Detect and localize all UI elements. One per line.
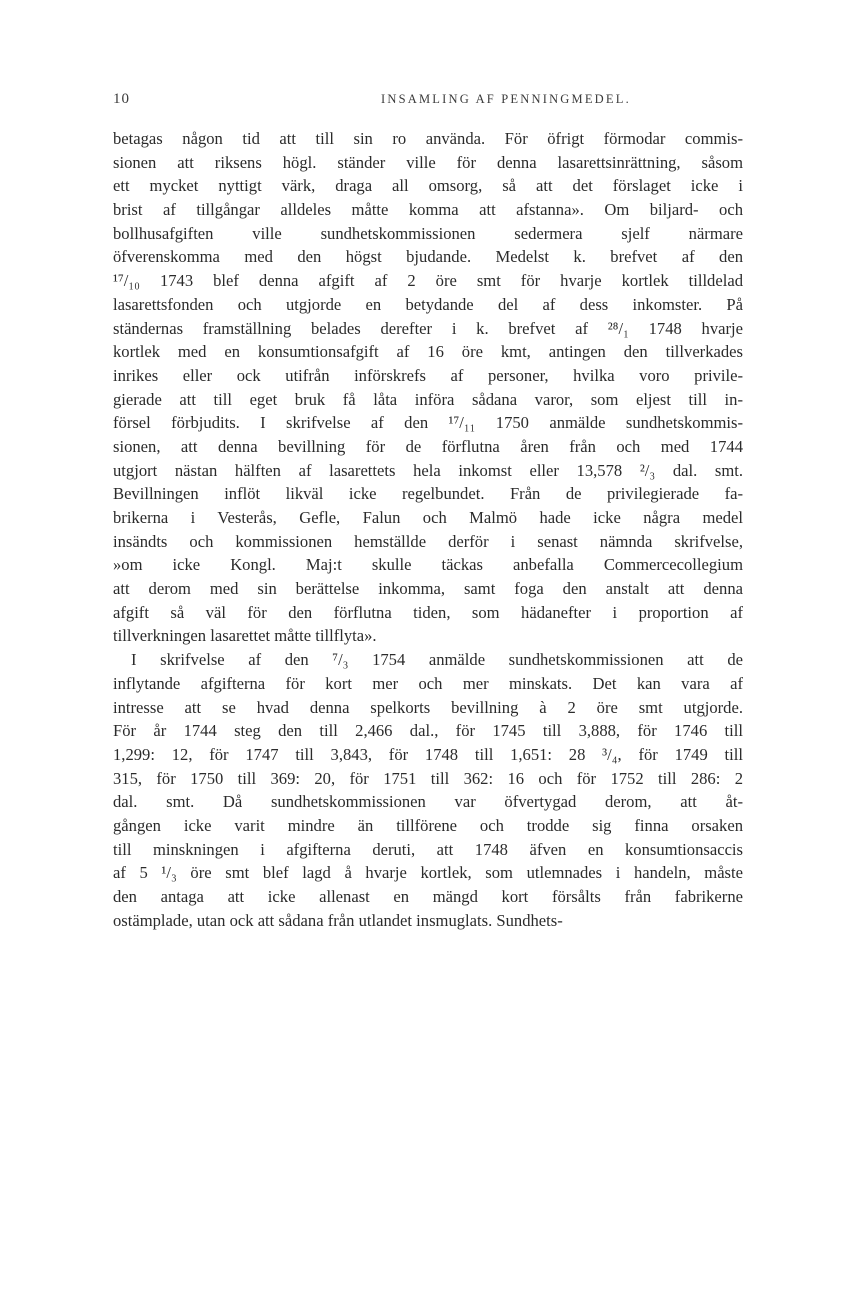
text-line: gången icke varit mindre än tillförene och trodde sig finna orsaken — [113, 815, 743, 835]
text-line: sionen att riksens högl. ständer ville för denna lasarettsinrättning, såsom — [113, 152, 743, 172]
text-line: lasarettsfonden och utgjorde en betydande del af dess inkomster. På — [113, 294, 743, 314]
page-header — [113, 91, 743, 113]
text-line: af 5 ¹/₃ öre smt blef lagd å hvarje kortlek, som utlemnades i handeln, måste — [113, 863, 743, 883]
text-line: den antaga att icke allenast en mängd kort försålts från fabrikerne — [113, 887, 743, 906]
text-line: inflytande afgifterna för kort mer och mer minskats. Det kan vara af — [113, 673, 743, 693]
text-line: »om icke Kongl. Maj:t skulle täckas anbefalla Commercecollegium — [113, 555, 743, 575]
text-line: I skrifvelse af den ⁷/₃ 1754 anmälde sundhetskommissionen att de — [131, 650, 743, 670]
text-line: 315, för 1750 till 369: 20, för 1751 till 362: 16 och för 1752 till 286: 2 — [113, 768, 743, 788]
text-line: kortlek med en konsumtionsafgift af 16 öre kmt, antingen den tillverkades — [113, 342, 743, 362]
text-line: bollhusafgiften ville sundhetskommissionen sedermera sjelf närmare — [113, 223, 743, 243]
text-line: insändts och kommissionen hemställde derför i senast nämnda skrifvelse, — [113, 531, 743, 551]
text-line: utgjort nästan hälften af lasarettets hela inkomst eller 13,578 ²/₃ dal. smt. — [113, 460, 743, 480]
text-line: att derom med sin berättelse inkomma, samt foga den anstalt att denna — [113, 579, 743, 599]
text-line: 1,299: 12, för 1747 till 3,843, för 1748 till 1,651: 28 ³/₄, för 1749 till — [113, 744, 743, 764]
text-line: försel förbjudits. I skrifvelse af den ¹⁷/₁₁ 1750 anmälde sundhetskommis- — [113, 413, 743, 433]
text-line: För år 1744 steg den till 2,466 dal., för 1745 till 3,888, för 1746 till — [113, 721, 743, 741]
text-line: inrikes eller ock utifrån införskrefs af personer, hvilka voro privile- — [113, 365, 743, 385]
text-line: tillverkningen lasarettet måtte tillflyta». — [113, 626, 377, 646]
page-number: 10 — [113, 91, 130, 107]
body-text — [113, 127, 743, 932]
text-line: brikerna i Vesterås, Gefle, Falun och Malmö hade icke några medel — [113, 508, 743, 527]
text-line: ett mycket nyttigt värk, draga all omsorg, så att det förslaget icke i — [113, 176, 743, 196]
text-line: gierade att till eget bruk få låta införa sådana varor, som eljest till in- — [113, 389, 743, 409]
text-line: betagas någon tid att till sin ro använda. För öfrigt förmodar commis- — [113, 129, 743, 148]
text-line: till minskningen i afgifterna deruti, att 1748 äfven en konsumtionsaccis — [113, 839, 743, 859]
text-line: ständernas framställning belades derefter i k. brefvet af ²⁸/₁ 1748 hvarje — [113, 318, 743, 338]
text-line: öfverenskomma med den högst bjudande. Medelst k. brefvet af den — [113, 247, 743, 267]
text-line: intresse att se hvad denna spelkorts bevillning à 2 öre smt utgjorde. — [113, 697, 743, 717]
text-line: Bevillningen inflöt likväl icke regelbundet. Från de privilegierade fa- — [113, 484, 743, 504]
text-line: dal. smt. Då sundhetskommissionen var öfvertygad derom, att åt- — [113, 792, 743, 812]
text-line: ¹⁷/₁₀ 1743 blef denna afgift af 2 öre smt för hvarje kortlek tilldelad — [113, 271, 743, 291]
text-line: afgift så väl för den förflutna tiden, som hädanefter i proportion af — [113, 602, 743, 622]
text-line: brist af tillgångar alldeles måtte komma att afstanna». Om biljard- och — [113, 200, 743, 220]
text-line: ostämplade, utan ock att sådana från utlandet insmuglats. Sundhets- — [113, 910, 563, 930]
running-title: INSAMLING AF PENNINGMEDEL. — [381, 92, 631, 106]
text-line: sionen, att denna bevillning för de förflutna åren från och med 1744 — [113, 436, 743, 456]
